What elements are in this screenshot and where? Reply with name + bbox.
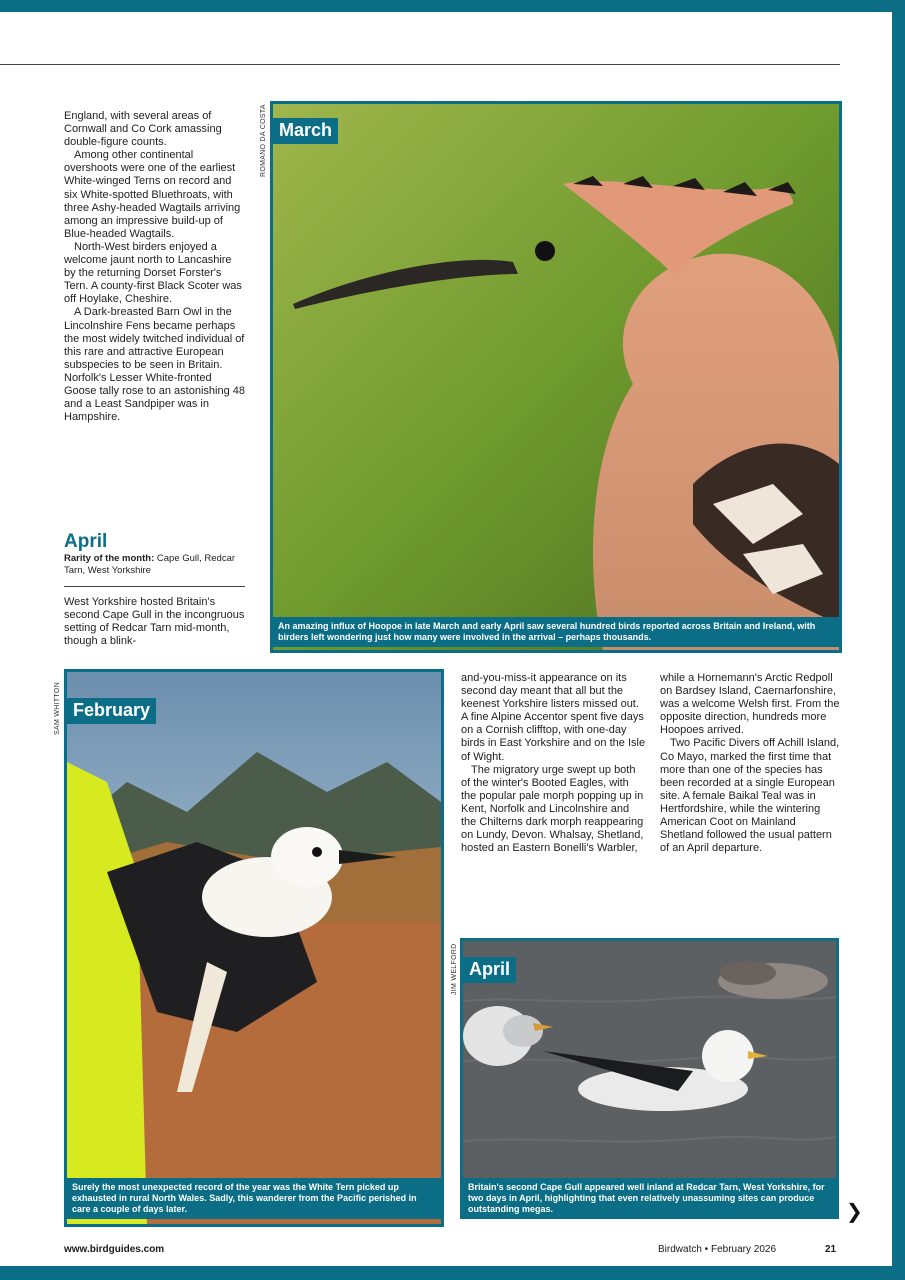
top-rule [0, 64, 840, 65]
cape-gull-image [463, 941, 836, 1213]
column-left-top [64, 110, 246, 424]
february-tag: February [67, 698, 156, 724]
april-tag: April [463, 957, 516, 983]
february-caption: Surely the most unexpected record of the year was the White Tern picked up exhausted in rural North Wales. Sadly, this wanderer from the Pacific perished in care a couple of days later. [64, 1178, 444, 1219]
rarity-of-month [64, 553, 246, 577]
march-tag: March [273, 118, 338, 144]
magazine-page [0, 12, 892, 1266]
february-photo [64, 669, 444, 1227]
april-photo [460, 938, 839, 1216]
footer-publication: Birdwatch • February 2026 [658, 1244, 777, 1255]
footer-website[interactable]: www.birdguides.com [64, 1244, 165, 1255]
photo-credit-april: JIM WELFORD [451, 943, 458, 995]
column-right [660, 672, 840, 855]
photo-credit-february: SAM WHITTON [54, 682, 61, 735]
hoopoe-image [273, 104, 839, 650]
column-middle [461, 672, 646, 855]
rarity-value: Cape Gull, Redcar Tarn, West Yorkshire [64, 553, 236, 576]
paragraph: England, with several areas of Cornwall and Co Cork amassing double-figure counts. [64, 110, 222, 149]
photo-credit-march: ROMANO DA COSTA [260, 104, 267, 177]
chevron-right-icon[interactable]: ❯ [846, 1201, 863, 1223]
april-intro [64, 596, 246, 648]
march-caption: An amazing influx of Hoopoe in late March and early April saw several hundred birds reported across Britain and Ireland, with birders left wondering just how many were involved in the arrival – perhaps thousands. [270, 617, 842, 647]
paragraph: while a Hornemann's Arctic Redpoll on Bardsey Island, Caernarfonshire, was a welcome Welsh first. From the opposite direction, hundreds more Hoopoes arrived. [660, 672, 840, 737]
footer-page-number: 21 [825, 1244, 837, 1255]
paragraph: The migratory urge swept up both of the winter's Booted Eagles, with the popular pale morph popping up in Kent, Norfolk and Lincolnshire and the Chilterns dark morph reappearing on Lundy, Devon. Whalsay, Shetland, hosted an Eastern Bonelli's Warbler, [461, 763, 644, 855]
paragraph: Two Pacific Divers off Achill Island, Co Mayo, marked the first time that more than one of the species has been recorded at a single European site. A female Baikal Teal was in Hertfordshire, while the wintering American Coot on Mainland Shetland followed the usual pattern of an April departure. [660, 737, 840, 855]
paragraph: and-you-miss-it appearance on its second day meant that all but the keenest Yorkshire listers missed out. A fine Alpine Accentor spent five days on a Cornish clifftop, with one-day birds in East Yorkshire and on the Isle of Wight. [461, 672, 646, 763]
white-tern-image [67, 672, 441, 1224]
march-photo [270, 101, 842, 653]
april-rule [64, 586, 245, 587]
paragraph: West Yorkshire hosted Britain's second Cape Gull in the incongruous setting of Redcar Tarn mid-month, though a blink- [64, 596, 245, 648]
april-heading: April [64, 531, 108, 552]
april-caption: Britain's second Cape Gull appeared well inland at Redcar Tarn, West Yorkshire, for two days in April, highlighting that even relatively unassuming sites can produce outstanding megas. [460, 1178, 839, 1219]
paragraph: A Dark-breasted Barn Owl in the Lincolnshire Fens became perhaps the most widely twitched individual of this rare and attractive European subspecies to be seen in Britain. Norfolk's Lesser White-fronted Goose tally rose to an astonishing 48 and a Least Sandpiper was in Hampshire. [64, 306, 246, 424]
paragraph: Among other continental overshoots were one of the earliest White-winged Terns on record and six White-spotted Bluethroats, with three Ashy-headed Wagtails arriving among an impressive build-up of Blue-headed Wagtails. [64, 149, 241, 240]
rarity-label: Rarity of the month: [64, 553, 155, 564]
paragraph: North-West birders enjoyed a welcome jaunt north to Lancashire by the returning Dorset Forster's Tern. A county-first Black Scoter was off Hoylake, Cheshire. [64, 240, 242, 306]
